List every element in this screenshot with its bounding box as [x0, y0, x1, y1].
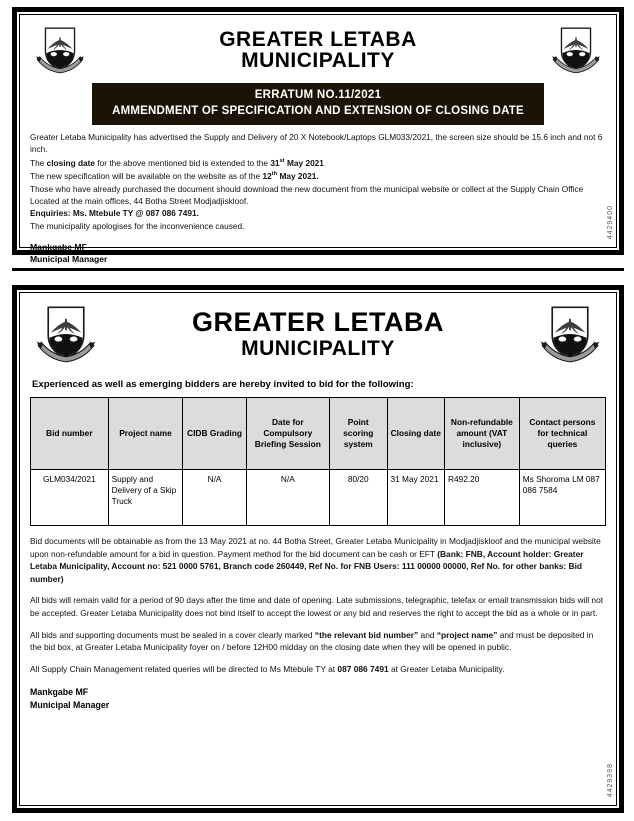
bid-reference-code: 4429398	[607, 762, 614, 797]
bid-p1-bank-details: (Bank: FNB, Account holder: Greater Letaba Municipality, Account no: 521 0000 5761, Branch code 260449, Ref No. for FNB Users: 111 00000 00000, Ref No. for other banks: Bid number)	[30, 548, 584, 584]
bid-masthead	[30, 299, 606, 367]
bid-p1-text: Bid documents will be obtainable as from the 13 May 2021 at no. 44 Botha Street, Greater Letaba Municipality in Modjadjiskloof and the municipal website upon non-refundable amount for a bid in question. Payment method for the bid document can be cash or EFT	[30, 536, 601, 559]
erratum-banner	[92, 83, 544, 125]
bid-p3-bold-bid-number: “the relevant bid number”	[314, 629, 419, 640]
erratum-reference-code: 4429400	[607, 204, 614, 239]
erratum-apology: The municipality apologises for the inconvenience caused.	[30, 221, 245, 232]
coat-of-arms-icon	[550, 23, 602, 77]
coat-of-arms-icon	[34, 23, 86, 77]
bid-p3-c: and must be deposited in the bid box, at Greater Letaba Municipality foyer on / before 12H00 midday on the closing date when they will be opened in public.	[30, 629, 594, 653]
bid-invitation-notice	[12, 285, 624, 813]
erratum-p3-sup: th	[271, 171, 278, 178]
erratum-signoff-name: Mankgabe MF	[30, 241, 87, 252]
erratum-p2-bold1: closing date	[46, 157, 96, 168]
bid-notice-inner	[19, 292, 617, 806]
col-header-contact-persons: Contact persons for technical queries	[519, 398, 605, 470]
coat-of-arms-icon	[34, 301, 98, 367]
erratum-enquiries: Enquiries: Ms. Mtebule TY @ 087 086 7491.	[30, 208, 199, 219]
bid-signoff	[30, 686, 606, 711]
erratum-paragraph-1: Greater Letaba Municipality has advertised the Supply and Delivery of 20 X Notebook/Laptops GLM033/2021, the screen size should be 15.6 inch and not 6 inch.	[30, 132, 603, 154]
notice-separator-rule	[12, 268, 624, 271]
bid-title-line2: MUNICIPALITY	[241, 337, 395, 361]
coat-of-arms-icon	[538, 301, 602, 367]
col-header-closing-date: Closing date	[387, 398, 445, 470]
erratum-title-block	[86, 29, 550, 72]
erratum-banner-line2: AMMENDMENT OF SPECIFICATION AND EXTENSION OF CLOSING DATE	[112, 105, 524, 118]
col-header-non-refundable-amount: Non-refundable amount (VAT inclusive)	[445, 398, 520, 470]
erratum-masthead	[30, 21, 606, 77]
bid-title-line1: GREATER LETABA	[192, 306, 444, 337]
cell-bid-number: GLM034/2021	[31, 470, 109, 526]
erratum-notice	[12, 7, 624, 264]
col-header-bid-number: Bid number	[31, 398, 109, 470]
bid-table-header-row	[31, 398, 606, 470]
col-header-cidb-grading: CIDB Grading	[183, 398, 246, 470]
bid-p3-bold-project-name: “project name”	[436, 629, 498, 640]
erratum-p3-bold2: May 2021.	[277, 171, 319, 182]
cell-cidb-grading: N/A	[183, 470, 246, 526]
erratum-title-line2: MUNICIPALITY	[241, 49, 395, 72]
erratum-p3-bold1: 12	[262, 171, 272, 182]
erratum-body	[30, 132, 606, 233]
cell-amount: R492.20	[445, 470, 520, 526]
erratum-p2-bold2: 31	[270, 157, 280, 168]
erratum-p2-bold3: May 2021	[284, 157, 324, 168]
erratum-p3-pre: The new specification will be available on the website as of the	[30, 171, 263, 182]
cell-project-name: Supply and Delivery of a Skip Truck	[108, 470, 183, 526]
bid-signoff-title: Municipal Manager	[30, 699, 110, 710]
cell-point-scoring: 80/20	[330, 470, 388, 526]
erratum-signoff	[30, 242, 606, 265]
col-header-point-scoring: Point scoring system	[330, 398, 388, 470]
erratum-banner-line1: ERRATUM NO.11/2021	[254, 89, 382, 101]
bid-p3-a: All bids and supporting documents must be sealed in a cover clearly marked	[30, 629, 315, 640]
bid-invitation-line: Experienced as well as emerging bidders are hereby invited to bid for the following:	[32, 379, 414, 390]
bid-paragraph-submission	[30, 629, 606, 654]
bid-paragraph-queries	[30, 663, 606, 676]
bid-p4-b: at Greater Letaba Municipality.	[388, 663, 505, 674]
table-row	[31, 470, 606, 526]
erratum-title-line1: GREATER LETABA	[219, 27, 417, 51]
bid-paragraph-documents	[30, 535, 606, 585]
erratum-paragraph-4: Those who have already purchased the document should download the new document from the municipal website or collect at the Supply Chain Office Located at the main offices, 44 Botha Street Modjadjiskloof.	[30, 183, 584, 206]
erratum-p2-sup: st	[279, 157, 285, 164]
bid-signoff-name: Mankgabe MF	[30, 687, 89, 698]
bid-p4-phone: 087 086 7491	[337, 663, 389, 674]
erratum-paragraph-3	[30, 170, 606, 183]
cell-briefing-date: N/A	[246, 470, 329, 526]
bid-table	[30, 397, 606, 526]
erratum-p2-pre: The	[30, 157, 47, 168]
col-header-project-name: Project name	[108, 398, 183, 470]
erratum-paragraph-2	[30, 157, 606, 170]
bid-p3-b: and	[418, 629, 437, 640]
bid-p4-a: All Supply Chain Management related queries will be directed to Ms Mtebule TY at	[30, 663, 338, 674]
bid-paragraph-validity: All bids will remain valid for a period of 90 days after the time and date of opening. Late submissions, telegraphic, telefax or email transmission bids will not be accepted. Greater Letaba Municipality does not bind itself to accept the lowest or any bid and reserves the right to accept the bid as a whole or in part.	[30, 595, 604, 619]
erratum-signoff-title: Municipal Manager	[30, 253, 108, 264]
col-header-briefing-session: Date for Compulsory Briefing Session	[246, 398, 329, 470]
erratum-p2-mid: for the above mentioned bid is extended to the	[95, 157, 271, 168]
erratum-notice-inner	[19, 14, 617, 264]
bid-title-block	[98, 306, 538, 361]
cell-closing-date: 31 May 2021	[387, 470, 445, 526]
cell-contact-person: Ms Shoroma LM 087 086 7584	[519, 470, 605, 526]
